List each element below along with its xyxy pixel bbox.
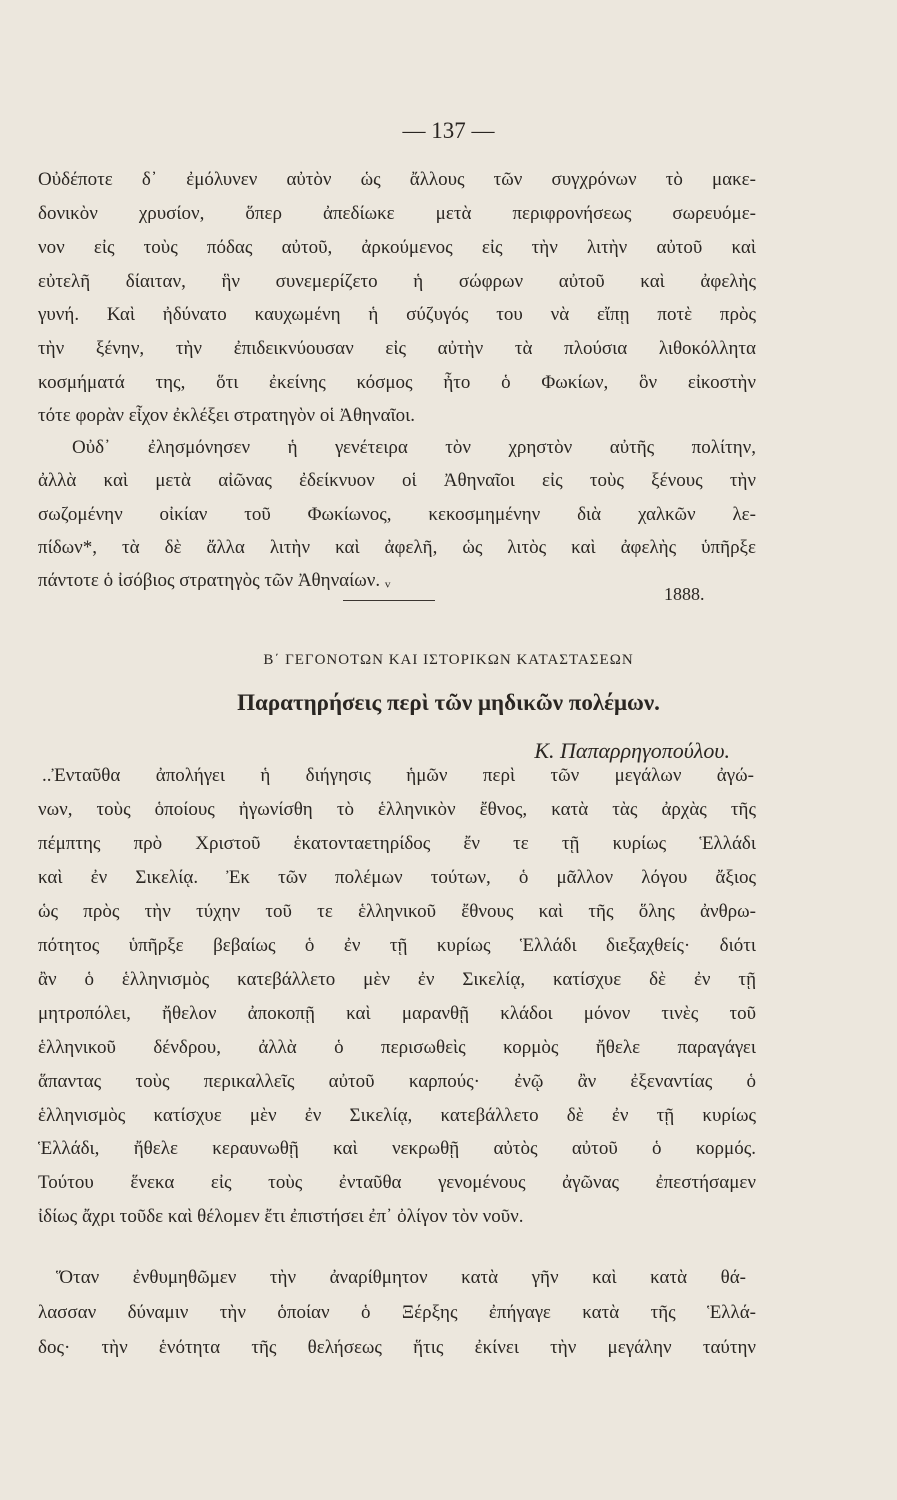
- page-number: — 137 —: [402, 118, 495, 143]
- text-line: γυνή. Καὶ ἠδύνατο καυχωμένη ἡ σύζυγός του νὰ εἴπῃ ποτὲ πρὸς: [38, 304, 756, 325]
- text-line: ἅπαντας τοὺς περικαλλεῖς αὐτοῦ καρπούς· ἐνῷ ἂν ἐξεναντίας ὁ: [38, 1071, 756, 1092]
- text-line: ὡς πρὸς τὴν τύχην τοῦ τε ἑλληνικοῦ ἔθνους καὶ τῆς ὅλης ἀνθρω-: [38, 901, 756, 922]
- text-line: πότητος ὑπῆρξε βεβαίως ὁ ἐν τῇ κυρίως Ἑλλάδι διεξαχθείς· διότι: [38, 935, 756, 956]
- section-divider: [343, 600, 435, 601]
- text-line: δονικὸν χρυσίον, ὅπερ ἀπεδίωκε μετὰ περιφρονήσεως σωρευόμε-: [38, 203, 756, 224]
- text-line: μητροπόλει, ἤθελον ἀποκοπῇ καὶ μαρανθῇ κλάδοι μόνον τινὲς τοῦ: [38, 1003, 756, 1024]
- text-line: εὐτελῆ δίαιταν, ἣν συνεμερίζετο ἡ σώφρων αὐτοῦ καὶ ἀφελὴς: [38, 271, 756, 292]
- text-line: πίδων*, τὰ δὲ ἄλλα λιτὴν καὶ ἀφελῆ, ὡς λιτὸς καὶ ἀφελὴς ὑπῆρξε: [38, 537, 756, 558]
- text-line: ..Ἐνταῦθα ἀπολήγει ἡ διήγησις ἡμῶν περὶ τῶν μεγάλων ἀγώ-: [42, 765, 754, 786]
- text-line: Ὅταν ἐνθυμηθῶμεν τὴν ἀναρίθμητον κατὰ γῆν καὶ κατὰ θά-: [56, 1267, 746, 1288]
- text-line: τὴν ξένην, τὴν ἐπιδεικνύουσαν εἰς αὐτὴν τὰ πλούσια λιθοκόλλητα: [38, 338, 756, 359]
- text-line: λασσαν δύναμιν τὴν ὁποίαν ὁ Ξέρξης ἐπήγαγε κατὰ τῆς Ἑλλά-: [38, 1302, 756, 1323]
- text-line: δος· τὴν ἑνότητα τῆς θελήσεως ἥτις ἐκίνει τὴν μεγάλην ταύτην: [38, 1337, 756, 1358]
- text-line: τότε φορὰν εἶχον ἐκλέξει στρατηγὸν οἱ Ἀθηναῖοι.: [38, 405, 416, 426]
- text-line: νων, τοὺς ὁποίους ἠγωνίσθη τὸ ἑλληνικὸν ἔθνος, κατὰ τὰς ἀρχὰς τῆς: [38, 799, 756, 820]
- text-line: νον εἰς τοὺς πόδας αὐτοῦ, ἀρκούμενος εἰς τὴν λιτὴν αὐτοῦ καὶ: [38, 237, 756, 258]
- text-line: Οὐδ᾽ ἐλησμόνησεν ἡ γενέτειρα τὸν χρηστὸν αὐτῆς πολίτην,: [72, 437, 756, 458]
- text-line: Ἑλλάδι, ἤθελε κεραυνωθῇ καὶ νεκρωθῇ αὐτὸς αὐτοῦ ὁ κορμός.: [38, 1138, 756, 1159]
- text-line: κοσμήματά της, ὅτι ἐκείνης κόσμος ἦτο ὁ Φωκίων, ὃν εἰκοστὴν: [38, 372, 756, 393]
- section-heading: Β΄ ΓΕΓΟΝΟΤΩΝ ΚΑΙ ΙΣΤΟΡΙΚΩΝ ΚΑΤΑΣΤΑΣΕΩΝ: [263, 652, 634, 668]
- text-line: Οὐδέποτε δ᾽ ἐμόλυνεν αὐτὸν ὡς ἄλλους τῶν συγχρόνων τὸ μακε-: [38, 169, 756, 190]
- text-line: ἰδίως ἄχρι τοῦδε καὶ θέλομεν ἔτι ἐπιστήσει ἐπ᾽ ὀλίγον τὸν νοῦν.: [38, 1206, 524, 1227]
- text-line: ἂν ὁ ἑλληνισμὸς κατεβάλλετο μὲν ἐν Σικελίᾳ, κατίσχυε δὲ ἐν τῇ: [38, 969, 756, 990]
- author: Κ. Παπαρρηγοπούλου.: [534, 738, 730, 763]
- text-line: ἀλλὰ καὶ μετὰ αἰῶνας ἐδείκνυον οἱ Ἀθηναῖοι εἰς τοὺς ξένους τὴν: [38, 470, 756, 491]
- text-line: Τούτου ἕνεκα εἰς τοὺς ἐνταῦθα γενομένους ἀγῶνας ἐπεστήσαμεν: [38, 1172, 756, 1193]
- text-line: ἑλληνικοῦ δένδρου, ἀλλὰ ὁ περισωθεὶς κορμὸς ἤθελε παραγάγει: [38, 1037, 756, 1058]
- article-title: Παρατηρήσεις περὶ τῶν μηδικῶν πολέμων.: [237, 690, 660, 715]
- text-line: πάντοτε ὁ ἰσόβιος στρατηγὸς τῶν Ἀθηναίων. ᵥ: [38, 570, 391, 591]
- text-line: ἑλληνισμὸς κατίσχυε μὲν ἐν Σικελίᾳ, κατεβάλλετο δὲ ἐν τῇ κυρίως: [38, 1105, 756, 1126]
- text-line: καὶ ἐν Σικελίᾳ. Ἐκ τῶν πολέμων τούτων, ὁ μᾶλλον λόγου ἄξιος: [38, 867, 756, 888]
- year: 1888.: [664, 584, 705, 604]
- text-line: σωζομένην οἰκίαν τοῦ Φωκίωνος, κεκοσμημένην διὰ χαλκῶν λε-: [38, 504, 756, 525]
- text-line: πέμπτης πρὸ Χριστοῦ ἑκατονταετηρίδος ἔν τε τῇ κυρίως Ἑλλάδι: [38, 833, 756, 854]
